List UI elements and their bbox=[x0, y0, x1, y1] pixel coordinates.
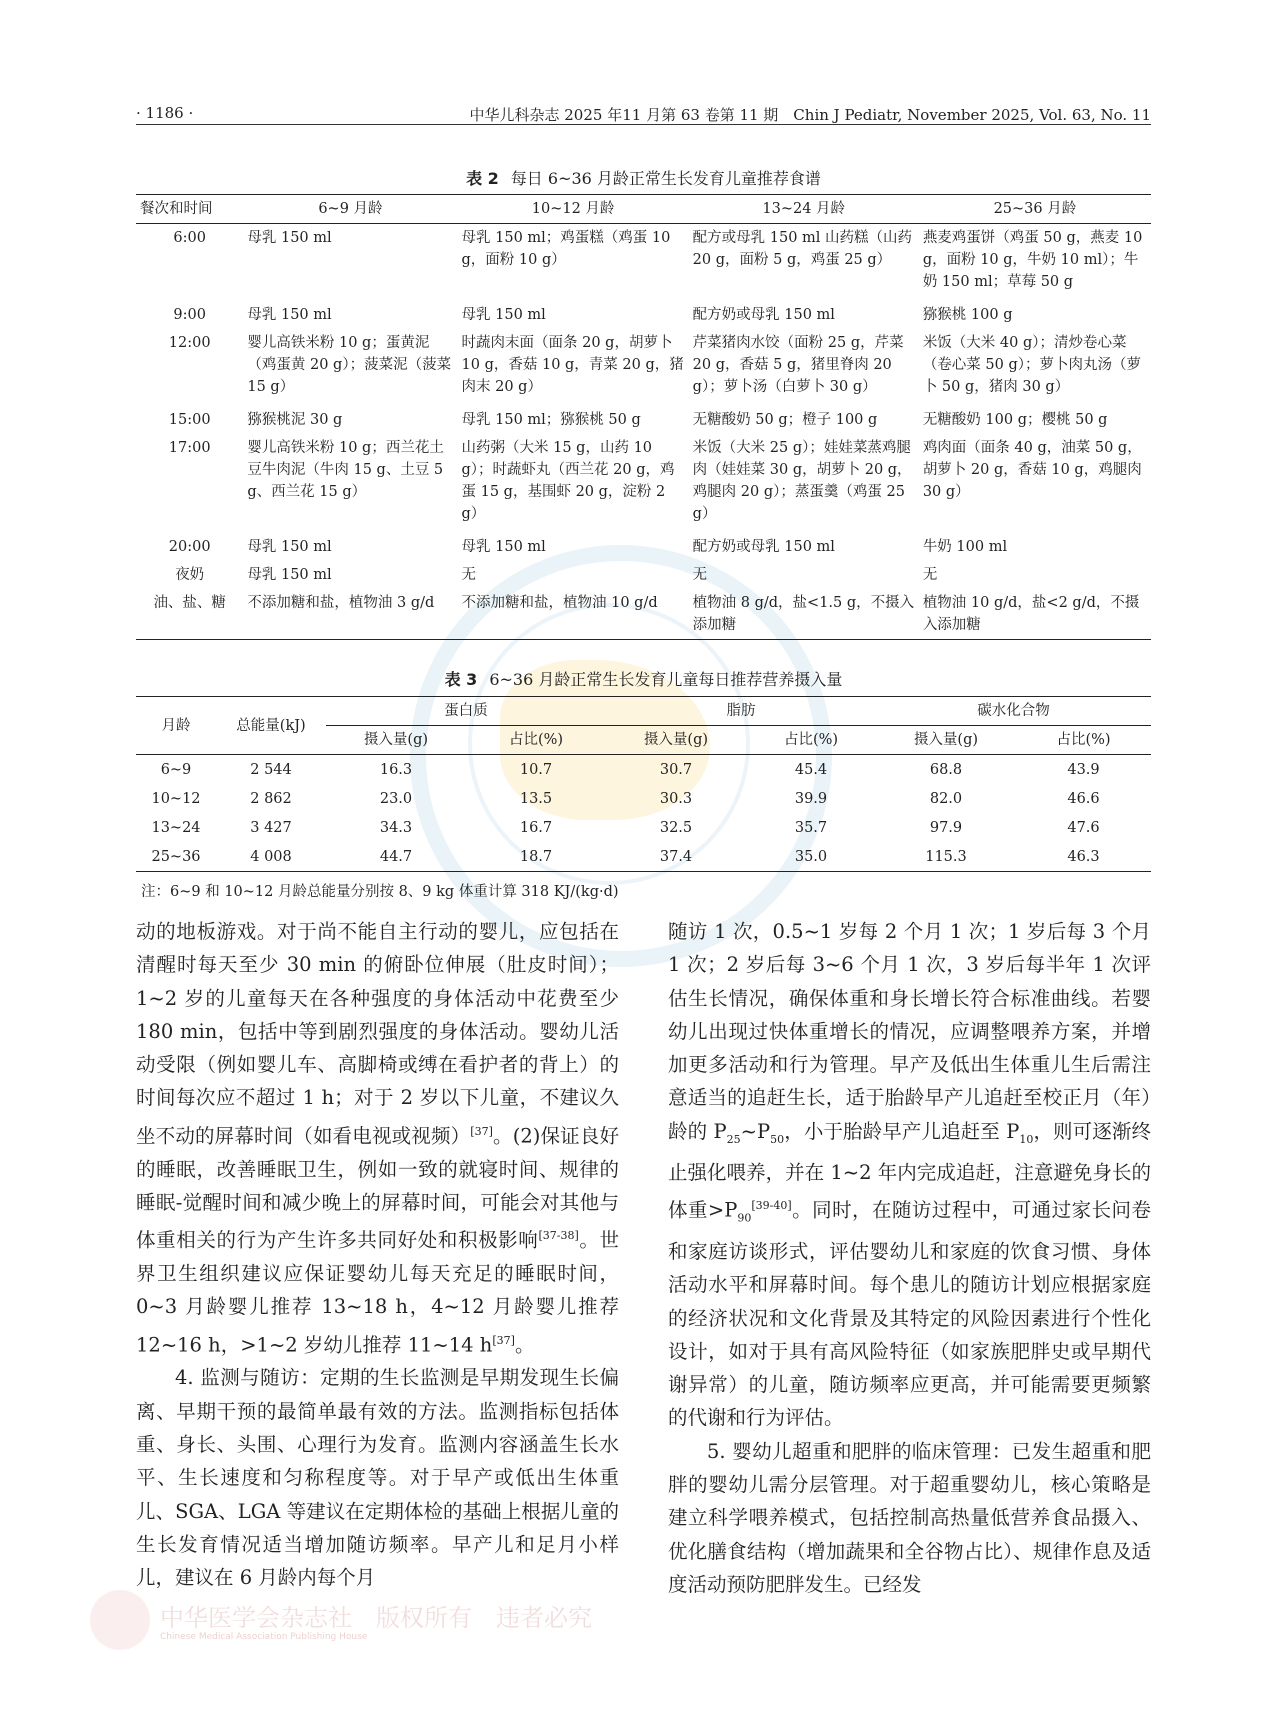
table3-sub-pct: 占比(%) bbox=[746, 726, 876, 755]
subscript: 10 bbox=[1019, 1132, 1034, 1146]
nutrition-cell: 16.7 bbox=[519, 819, 553, 836]
nutrition-cell: 4 008 bbox=[216, 842, 326, 872]
paragraph-clinical-management: 5. 婴幼儿超重和肥胖的临床管理：已发生超重和肥胖的婴幼儿需分层管理。对于超重婴幼儿，核心策略是建立科学喂养模式，包括控制高热量低营养食品摄入、优化膳食结构（增加蔬果和全谷物占比）、规律作息及适度活动预防肥胖发生。已经发 bbox=[668, 1439, 1151, 1596]
meal-time-cell: 20:00 bbox=[168, 539, 211, 555]
table2-header: 10~12 月龄 bbox=[458, 195, 689, 224]
table2 bbox=[136, 194, 1151, 640]
table3-note: 注：6~9 和 10~12 月龄总能量分别按 8、9 kg 体重计算 318 KJ/(kg·d) bbox=[141, 884, 619, 900]
citation: [39-40] bbox=[751, 1199, 792, 1213]
nutrition-cell: 37.4 bbox=[606, 842, 746, 872]
table2-caption bbox=[136, 166, 1151, 189]
table3-title: 6~36 月龄正常生长发育儿童每日推荐营养摄入量 bbox=[489, 670, 843, 689]
table2-row bbox=[136, 224, 1151, 302]
text: 。世界卫生组织建议应保证婴幼儿每天充足的睡眠时间，0~3 月龄婴儿推荐 13~18 h，4~12 月龄婴儿推荐 12~16 h，>1~2 岁幼儿推荐 11~14 h bbox=[136, 1228, 619, 1357]
menu-cell: 不添加糖和盐，植物油 10 g/d bbox=[458, 589, 689, 640]
table3-sub-pct: 占比(%) bbox=[466, 726, 606, 755]
text: 。 bbox=[514, 1333, 535, 1357]
body-column-right bbox=[668, 915, 1151, 1601]
nutrition-cell: 44.7 bbox=[326, 842, 466, 872]
nutrition-cell: 35.0 bbox=[746, 842, 876, 872]
nutrition-cell: 30.3 bbox=[659, 790, 693, 807]
menu-cell: 母乳 150 ml bbox=[247, 307, 332, 323]
nutrition-cell: 16.3 bbox=[379, 761, 413, 778]
text: 。同时，在随访过程中，可通过家长问卷和家庭访谈形式，评估婴幼儿和家庭的饮食习惯、身体活动水平和屏幕时间。每个患儿的随访计划应根据家庭的经济状况和文化背景及其特定的风险因素进行个性化设计，如对于具有高风险特征（如家族肥胖史或早期代谢异常）的儿童，随访频率应更高，并可能需要更频繁的代谢和行为评估。 bbox=[668, 1198, 1151, 1430]
table2-row bbox=[136, 434, 1151, 533]
journal-header: 中华儿科杂志 2025 年11 月第 63 卷第 11 期 Chin J Pediatr, November 2025, Vol. 63, No. 11 bbox=[469, 106, 1151, 124]
nutrition-cell: 2 862 bbox=[250, 790, 292, 807]
table2-row bbox=[136, 301, 1151, 329]
menu-cell: 猕猴桃泥 30 g bbox=[247, 412, 343, 428]
table2-title: 每日 6~36 月龄正常生长发育儿童推荐食谱 bbox=[510, 169, 821, 188]
menu-cell: 婴儿高铁米粉 10 g；蛋黄泥（鸡蛋黄 20 g）；菠菜泥（菠菜 15 g） bbox=[247, 335, 452, 395]
table3-group-protein: 蛋白质 bbox=[326, 697, 606, 726]
menu-cell: 母乳 150 ml bbox=[247, 539, 332, 555]
table3-label: 表 3 bbox=[444, 670, 478, 689]
menu-cell: 芹菜猪肉水饺（面粉 25 g，芹菜 20 g，香菇 5 g，猪里脊肉 20 g）；萝卜汤（白萝卜 30 g） bbox=[692, 335, 904, 395]
nutrition-cell: 97.9 bbox=[929, 819, 963, 836]
menu-cell: 无 bbox=[692, 567, 708, 583]
table3-group-fat: 脂肪 bbox=[606, 697, 876, 726]
table3-col-energy: 总能量(kJ) bbox=[216, 697, 326, 755]
menu-cell: 母乳 150 ml bbox=[247, 567, 332, 583]
nutrition-cell: 10~12 bbox=[151, 790, 201, 807]
citation: [37-38] bbox=[538, 1229, 579, 1243]
publisher-watermark: 中华医学会杂志社 版权所有 违者必究 bbox=[160, 1604, 592, 1632]
nutrition-cell: 13~24 bbox=[151, 819, 201, 836]
table2-row bbox=[136, 406, 1151, 434]
menu-cell: 米饭（大米 40 g）；清炒卷心菜（卷心菜 50 g）；萝卜肉丸汤（萝卜 50 g，猪肉 30 g） bbox=[922, 335, 1142, 395]
table2-header-row bbox=[136, 195, 1151, 224]
header-rule bbox=[136, 124, 1151, 125]
text: ，则可逐渐终止强化喂养，并在 1~2 年内完成追赶，注意避免身长的体重>P bbox=[668, 1119, 1151, 1222]
table2-row bbox=[136, 533, 1151, 561]
meal-time-cell: 12:00 bbox=[168, 335, 211, 351]
text: ~P bbox=[740, 1119, 771, 1143]
table3-row bbox=[136, 755, 1151, 785]
menu-cell: 配方奶或母乳 150 ml bbox=[692, 307, 835, 323]
paragraph bbox=[136, 915, 619, 1361]
meal-time-cell: 17:00 bbox=[168, 440, 211, 456]
menu-cell: 山药粥（大米 15 g，山药 10 g）；时蔬虾丸（西兰花 20 g，鸡蛋 15 g，基围虾 20 g，淀粉 2 g） bbox=[461, 440, 675, 522]
publisher-logo bbox=[90, 1590, 150, 1650]
nutrition-cell: 39.9 bbox=[794, 790, 828, 807]
menu-cell: 母乳 150 ml bbox=[461, 307, 546, 323]
nutrition-cell: 13.5 bbox=[519, 790, 553, 807]
table2-row bbox=[136, 561, 1151, 589]
menu-cell: 时蔬肉末面（面条 20 g，胡萝卜 10 g，香菇 10 g，青菜 20 g，猪肉末 20 g） bbox=[461, 335, 684, 395]
body-column-left bbox=[136, 915, 619, 1594]
nutrition-cell: 30.7 bbox=[659, 761, 693, 778]
menu-cell: 燕麦鸡蛋饼（鸡蛋 50 g，燕麦 10 g，面粉 10 g，牛奶 10 ml）；牛奶 150 ml；草莓 50 g bbox=[922, 230, 1143, 290]
table3 bbox=[136, 696, 1151, 872]
table3-sub-intake: 摄入量(g) bbox=[606, 726, 746, 755]
menu-cell: 不添加糖和盐，植物油 3 g/d bbox=[243, 589, 457, 640]
menu-cell: 无糖酸奶 50 g；橙子 100 g bbox=[692, 412, 878, 428]
table3-row bbox=[136, 813, 1151, 842]
paragraph-monitoring: 4. 监测与随访：定期的生长监测是早期发现生长偏离、早期干预的最简单最有效的方法。监测指标包括体重、身长、头围、心理行为发育。监测内容涵盖生长水平、生长速度和匀称程度等。对于早产或低出生体重儿、SGA、LGA 等建议在定期体检的基础上根据儿童的生长发育情况适当增加随访频率。早产儿和足月小样儿，建议在 6 月龄内每个月 bbox=[136, 1366, 619, 1590]
nutrition-cell: 18.7 bbox=[466, 842, 606, 872]
meal-time-cell: 6:00 bbox=[173, 230, 206, 246]
table2-row bbox=[136, 329, 1151, 406]
table3-row bbox=[136, 842, 1151, 872]
menu-cell: 无 bbox=[922, 567, 938, 583]
text: 动的地板游戏。对于尚不能自主行动的婴儿，应包括在清醒时每天至少 30 min 的俯卧位伸展（肚皮时间）；1~2 岁的儿童每天在各种强度的身体活动中花费至少 180 min，包括中等到剧烈强度的身体活动。婴幼儿活动受限（例如婴儿车、高脚椅或缚在看护者的背上）的时间每次应不超过 1 h；对于 2 岁以下儿童，不建议久坐不动的屏幕时间（如看电视或视频） bbox=[136, 920, 619, 1148]
meal-time-cell: 油、盐、糖 bbox=[136, 589, 243, 640]
nutrition-cell: 47.6 bbox=[1067, 819, 1100, 836]
subscript: 50 bbox=[770, 1132, 785, 1146]
nutrition-cell: 3 427 bbox=[250, 819, 292, 836]
nutrition-cell: 2 544 bbox=[250, 761, 292, 778]
menu-cell: 植物油 10 g/d，盐<2 g/d，不摄入添加糖 bbox=[919, 589, 1151, 640]
table3-group-carb: 碳水化合物 bbox=[876, 697, 1151, 726]
nutrition-cell: 82.0 bbox=[929, 790, 963, 807]
citation: [37] bbox=[470, 1124, 493, 1138]
nutrition-cell: 68.8 bbox=[929, 761, 963, 778]
nutrition-cell: 43.9 bbox=[1067, 761, 1100, 778]
page-number: · 1186 · bbox=[136, 104, 194, 122]
menu-cell: 母乳 150 ml；鸡蛋糕（鸡蛋 10 g，面粉 10 g） bbox=[461, 230, 671, 268]
table2-row bbox=[136, 589, 1151, 640]
menu-cell: 植物油 8 g/d，盐<1.5 g，不摄入添加糖 bbox=[689, 589, 919, 640]
nutrition-cell: 32.5 bbox=[659, 819, 693, 836]
menu-cell: 无糖酸奶 100 g；樱桃 50 g bbox=[922, 412, 1108, 428]
nutrition-cell: 35.7 bbox=[794, 819, 828, 836]
table3-sub-pct: 占比(%) bbox=[1016, 726, 1151, 755]
nutrition-cell: 46.6 bbox=[1067, 790, 1100, 807]
table2-header: 25~36 月龄 bbox=[919, 195, 1151, 224]
nutrition-cell: 45.4 bbox=[794, 761, 828, 778]
menu-cell: 配方或母乳 150 ml 山药糕（山药 20 g，面粉 5 g，鸡蛋 25 g） bbox=[692, 230, 913, 268]
table3-sub-intake: 摄入量(g) bbox=[876, 726, 1016, 755]
table2-label: 表 2 bbox=[466, 169, 499, 188]
menu-cell: 猕猴桃 100 g bbox=[922, 307, 1013, 323]
menu-cell: 婴儿高铁米粉 10 g；西兰花土豆牛肉泥（牛肉 15 g、土豆 5 g、西兰花 15 g） bbox=[247, 440, 444, 500]
nutrition-cell: 23.0 bbox=[379, 790, 413, 807]
nutrition-cell: 25~36 bbox=[136, 842, 216, 872]
table3-caption bbox=[136, 667, 1151, 690]
table3-col-age: 月龄 bbox=[136, 697, 216, 755]
nutrition-cell: 10.7 bbox=[519, 761, 553, 778]
nutrition-cell: 46.3 bbox=[1016, 842, 1151, 872]
text: 随访 1 次，0.5~1 岁每 2 个月 1 次；1 岁后每 3 个月 1 次；2 岁后每 3~6 个月 1 次，3 岁后每半年 1 次评估生长情况，确保体重和身长增长符合标准曲线。若婴幼儿出现过快体重增长的情况，应调整喂养方案，并增加更多活动和行为管理。早产及低出生体重儿生后需注意适当的追赶生长，适于胎龄早产儿追赶至校正月（年）龄的 P bbox=[668, 920, 1151, 1143]
table2-header: 餐次和时间 bbox=[136, 195, 243, 224]
menu-cell: 牛奶 100 ml bbox=[922, 539, 1008, 555]
menu-cell: 母乳 150 ml；猕猴桃 50 g bbox=[461, 412, 641, 428]
table2-header: 6~9 月龄 bbox=[243, 195, 457, 224]
table2-header: 13~24 月龄 bbox=[689, 195, 919, 224]
menu-cell: 母乳 150 ml bbox=[461, 539, 546, 555]
meal-time-cell: 15:00 bbox=[168, 412, 211, 428]
subscript: 90 bbox=[737, 1211, 752, 1225]
nutrition-cell: 34.3 bbox=[379, 819, 413, 836]
text: 。(2)保证良好的睡眠，改善睡眠卫生，例如一致的就寝时间、规律的睡眠-觉醒时间和减少晚上的屏幕时间，可能会对其他与体重相关的行为产生许多共同好处和积极影响 bbox=[136, 1124, 619, 1252]
paragraph bbox=[668, 915, 1151, 1435]
subscript: 25 bbox=[726, 1132, 741, 1146]
nutrition-cell: 115.3 bbox=[876, 842, 1016, 872]
nutrition-cell: 6~9 bbox=[160, 761, 192, 778]
meal-time-cell: 夜奶 bbox=[175, 567, 205, 583]
table3-sub-intake: 摄入量(g) bbox=[326, 726, 466, 755]
menu-cell: 鸡肉面（面条 40 g，油菜 50 g，胡萝卜 20 g，香菇 10 g，鸡腿肉 30 g） bbox=[922, 440, 1142, 500]
menu-cell: 米饭（大米 25 g）；娃娃菜蒸鸡腿肉（娃娃菜 30 g，胡萝卜 20 g，鸡腿肉 20 g）；蒸蛋羹（鸡蛋 25 g） bbox=[692, 440, 912, 522]
menu-cell: 母乳 150 ml bbox=[247, 230, 332, 246]
table3-row bbox=[136, 784, 1151, 813]
meal-time-cell: 9:00 bbox=[173, 307, 206, 323]
menu-cell: 无 bbox=[461, 567, 477, 583]
publisher-watermark-en: Chinese Medical Association Publishing House bbox=[160, 1632, 368, 1642]
text: ，小于胎龄早产儿追赶至 P bbox=[784, 1119, 1020, 1143]
menu-cell: 配方奶或母乳 150 ml bbox=[692, 539, 835, 555]
citation: [37] bbox=[492, 1333, 515, 1347]
